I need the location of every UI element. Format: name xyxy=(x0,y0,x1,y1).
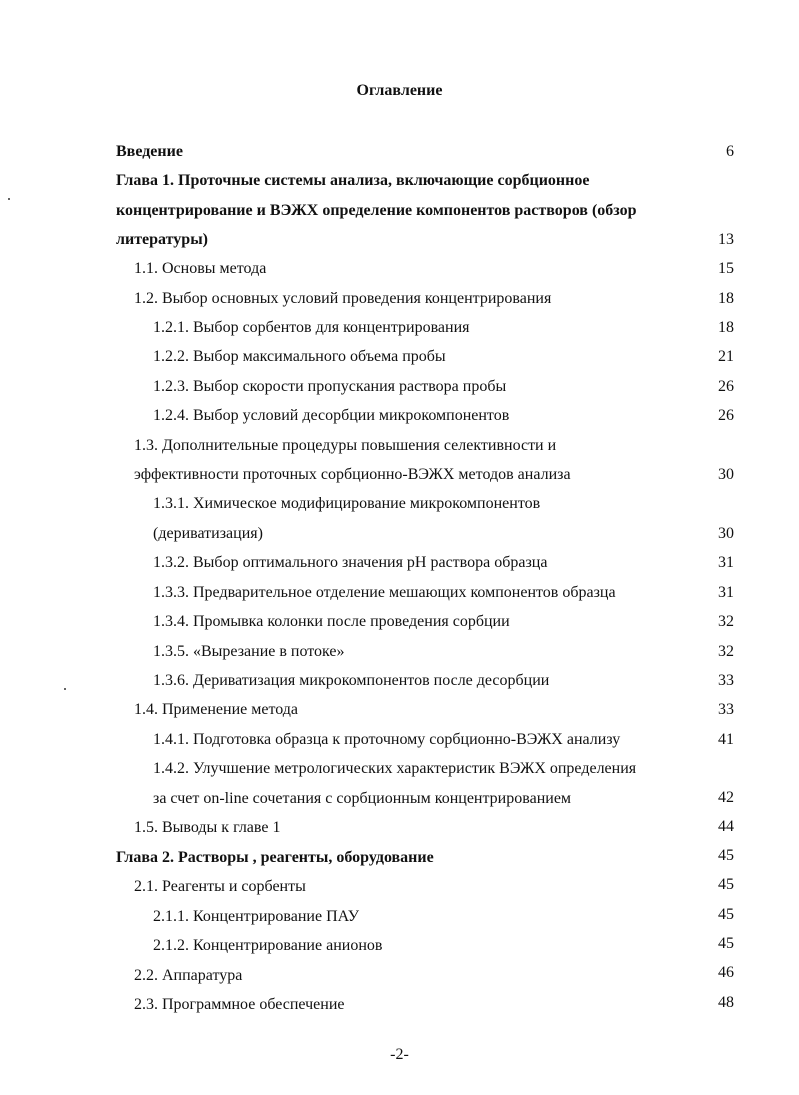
toc-entry-1-3-5: 1.3.5. «Вырезание в потоке» xyxy=(153,643,345,660)
toc-page-number: 21 xyxy=(718,348,734,365)
toc-page-number: 31 xyxy=(718,554,734,571)
toc-page-number: 48 xyxy=(718,994,734,1011)
toc-entry-introduction: Введение xyxy=(116,143,183,160)
toc-page-number: 45 xyxy=(718,847,734,864)
toc-page-number: 32 xyxy=(718,613,734,630)
toc-entry-1-2: 1.2. Выбор основных условий проведения концентрирования xyxy=(134,290,552,307)
toc-entry-1-3-1-line-2: (дериватизация) xyxy=(153,525,263,542)
toc-entry-1-1: 1.1. Основы метода xyxy=(134,260,267,277)
page-number-footer: -2- xyxy=(390,1046,409,1063)
toc-entry-1-4: 1.4. Применение метода xyxy=(134,701,299,718)
toc-entry-1-3-3: 1.3.3. Предварительное отделение мешающих компонентов образца xyxy=(153,584,616,601)
toc-entry-1-3-6: 1.3.6. Дериватизация микрокомпонентов после десорбции xyxy=(153,672,550,689)
toc-entry-2-1: 2.1. Реагенты и сорбенты xyxy=(134,878,306,895)
toc-page-number: 13 xyxy=(718,231,734,248)
toc-page-number: 45 xyxy=(718,906,734,923)
toc-page-number: 6 xyxy=(726,143,734,160)
toc-page-number: 26 xyxy=(718,378,734,395)
page-title: Оглавление xyxy=(356,82,443,99)
toc-entry-2-3: 2.3. Программное обеспечение xyxy=(134,996,345,1013)
toc-page-number: 31 xyxy=(718,584,734,601)
toc-entry-chapter-1-line-3: литературы) xyxy=(116,231,209,248)
toc-page-number: 42 xyxy=(718,789,734,806)
toc-page-number: 30 xyxy=(718,466,734,483)
toc-entry-1-2-3: 1.2.3. Выбор скорости пропускания раствора пробы xyxy=(153,378,507,395)
toc-entry-chapter-2: Глава 2. Растворы , реагенты, оборудование xyxy=(116,849,434,866)
toc-entry-1-3-1-line-1: 1.3.1. Химическое модифицирование микрокомпонентов xyxy=(153,495,541,512)
toc-page-number: 30 xyxy=(718,525,734,542)
toc-entry-1-2-2: 1.2.2. Выбор максимального объема пробы xyxy=(153,348,446,365)
toc-page-number: 32 xyxy=(718,643,734,660)
toc-page-number: 18 xyxy=(718,290,734,307)
toc-page-number: 15 xyxy=(718,260,734,277)
toc-entry-1-4-2-line-1: 1.4.2. Улучшение метрологических характеристик ВЭЖХ определения xyxy=(153,760,637,777)
toc-page-number: 18 xyxy=(718,319,734,336)
toc-page-number: 33 xyxy=(718,701,734,718)
toc-entry-1-3-line-2: эффективности проточных сорбционно-ВЭЖХ методов анализа xyxy=(134,466,571,483)
toc-entry-1-2-1: 1.2.1. Выбор сорбентов для концентрирования xyxy=(153,319,470,336)
toc-page-number: 41 xyxy=(718,731,734,748)
toc-entry-1-3-line-1: 1.3. Дополнительные процедуры повышения селективности и xyxy=(134,437,557,454)
toc-entry-chapter-1-line-2: концентрирование и ВЭЖХ определение компонентов растворов (обзор xyxy=(116,202,637,219)
toc-page-number: 46 xyxy=(718,964,734,981)
toc-entry-chapter-1-line-1: Глава 1. Проточные системы анализа, включающие сорбционное xyxy=(116,172,590,189)
toc-page-number: 26 xyxy=(718,407,734,424)
toc-entry-1-4-1: 1.4.1. Подготовка образца к проточному сорбционно-ВЭЖХ анализу xyxy=(153,731,621,748)
toc-entry-1-4-2-line-2: за счет on-line сочетания с сорбционным концентрированием xyxy=(153,790,572,807)
toc-entry-1-5: 1.5. Выводы к главе 1 xyxy=(134,819,281,836)
toc-page-number: 33 xyxy=(718,672,734,689)
toc-entry-1-3-4: 1.3.4. Промывка колонки после проведения сорбции xyxy=(153,613,510,630)
scan-speck xyxy=(8,198,10,200)
toc-entry-2-1-1: 2.1.1. Концентрирование ПАУ xyxy=(153,908,360,925)
scan-speck xyxy=(64,688,66,690)
toc-page-number: 44 xyxy=(718,818,734,835)
toc-entry-2-1-2: 2.1.2. Концентрирование анионов xyxy=(153,937,383,954)
toc-page-number: 45 xyxy=(718,876,734,893)
toc-entry-1-2-4: 1.2.4. Выбор условий десорбции микрокомпонентов xyxy=(153,407,510,424)
toc-page-number: 45 xyxy=(718,935,734,952)
toc-entry-1-3-2: 1.3.2. Выбор оптимального значения pH раствора образца xyxy=(153,554,548,571)
toc-entry-2-2: 2.2. Аппаратура xyxy=(134,967,243,984)
